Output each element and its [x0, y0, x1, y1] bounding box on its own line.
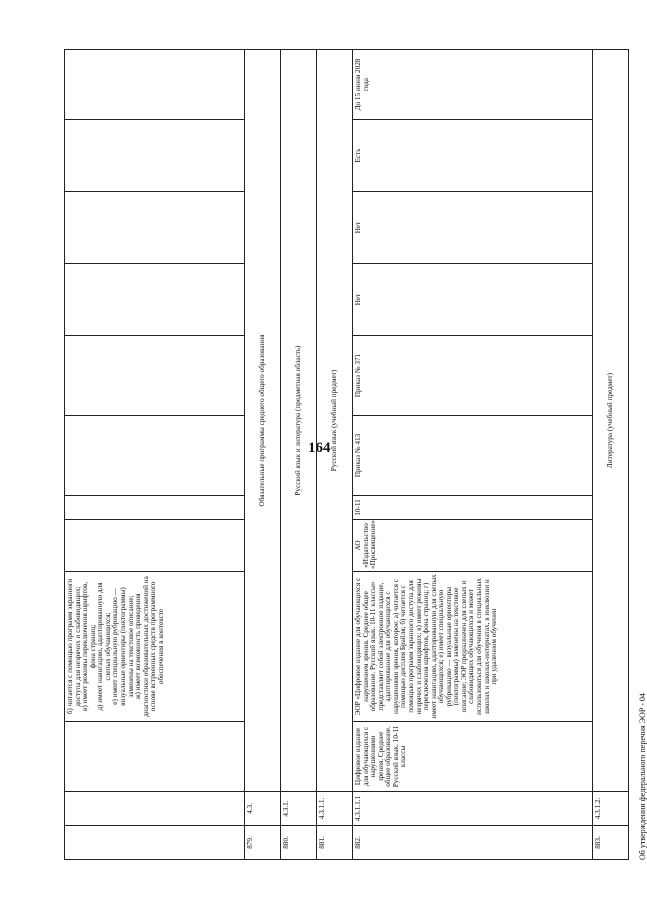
row-number: 882.: [353, 826, 593, 860]
order-371: Приказ № 371: [353, 336, 593, 416]
eor-table: [64, 49, 629, 860]
value-2: Нет: [353, 192, 593, 264]
table-row: [353, 50, 593, 860]
row-number: 880.: [281, 826, 317, 860]
row-code: 4.3.1.1.: [317, 792, 353, 826]
footer-text: Об утверждении федерального перечня ЭОР - 04: [638, 693, 647, 860]
section-title: Обязательные программы среднего общего образования: [245, 50, 281, 792]
table-row: [317, 50, 353, 860]
section-title: Литература (учебный предмет): [593, 50, 629, 792]
section-title: Русский язык (учебный предмет): [317, 50, 353, 792]
value-1: Нет: [353, 264, 593, 336]
table-row: [65, 50, 245, 860]
grades: 10-11: [353, 496, 593, 520]
organization: АО «Издательство «Просвещение»: [353, 520, 593, 572]
table-row: [245, 50, 281, 860]
value-3: Есть: [353, 120, 593, 192]
deadline: До 15 июня 2028 года: [353, 50, 593, 120]
row-number: 881.: [317, 826, 353, 860]
order-413: Приказ № 413: [353, 416, 593, 496]
row-code: 4.3.1.: [281, 792, 317, 826]
table-row: [281, 50, 317, 860]
description-cell: б) читается с помощью программ экранного доступа для незрячих и слабовидящих; в) имеет режимы переключения шрифтов, фона страниц; д) имеет навигацию, адаптированную для слепых обучающихся; е) имеет специальную рубрикацию — визуальные ориентиры (пиктограммы) заменены на текстовое описание; ж) имеет возможность проведения диагностики образовательных достижений на основе встроенных средств программного обеспечения в контексте: [65, 572, 245, 722]
rotated-page-content: [64, 50, 647, 860]
section-title: Русский язык и литература (предметная область): [281, 50, 317, 792]
eor-description: ЭОР «Цифровое издание для обучающихся с нарушением зрения. Среднее общее образование. Русский язык. 10-11 классы» представляет собой электронное издание, адаптированное для обучающихся с нарушениями зрения, которое: а) читается с помощью дисплея Брайля; б) читается с помощью программ экранного доступа для незрячих и слабовидящих; в) имеет режимы переключения шрифтов, фона страниц; г) имеет навигацию, адаптированную для слепых обучающихся; е) имеет специальную рубрикацию — визуальные ориентиры (пиктограммы) заменены на текстовое описание; ЭОР предназначен для слепых и слабовидящих обучающихся и может использоваться для обучения в специальных школах и школах-интернатах, в инклюзии и при удаленном обучении: [353, 572, 593, 722]
row-code: 4.3.1.2.: [593, 792, 629, 826]
page-number: 164: [308, 440, 331, 456]
row-code: 4.3.: [245, 792, 281, 826]
table-row: [593, 50, 629, 860]
row-number: 883.: [593, 826, 629, 860]
row-code: 4.3.1.1.1: [353, 792, 593, 826]
eor-name: Цифровое издание для обучающихся с нарушениями зрения. Среднее общее образование. Русский язык. 10-11 классы: [353, 722, 593, 792]
row-number: 879.: [245, 826, 281, 860]
